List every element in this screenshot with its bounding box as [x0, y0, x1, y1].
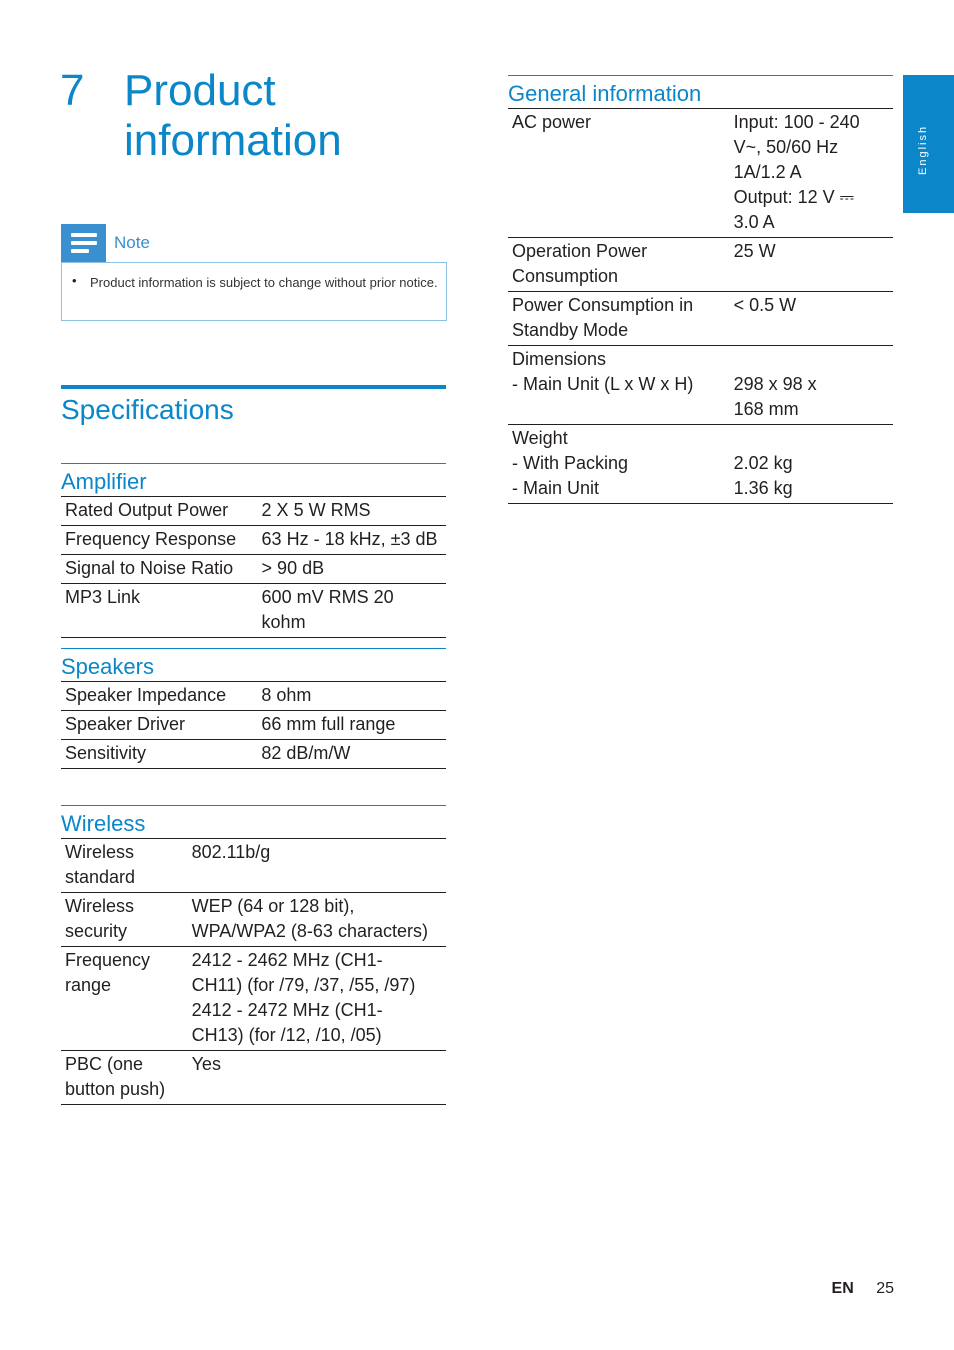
spec-label: Sensitivity	[65, 743, 147, 763]
wireless-section	[61, 805, 446, 1105]
spec-value: 8 ohm	[261, 685, 312, 705]
language-tab-label: English	[917, 124, 929, 175]
spec-label: Signal to Noise Ratio	[65, 558, 234, 578]
table-row	[61, 584, 446, 638]
table-row	[61, 740, 446, 769]
note-box	[61, 224, 447, 320]
footer-language: EN	[831, 1280, 854, 1297]
table-row	[61, 497, 446, 526]
note-body	[61, 262, 447, 321]
note-icon	[61, 224, 106, 262]
spec-value: Yes	[191, 1054, 221, 1074]
spec-value: 298 x 98 x 168 mm	[733, 374, 817, 419]
spec-value: > 90 dB	[261, 558, 325, 578]
speakers-table	[61, 682, 446, 769]
general-information-table	[508, 109, 893, 504]
chapter-number: 7	[60, 66, 85, 115]
spec-label: PBC (one button push)	[65, 1054, 166, 1099]
spec-label: Operation Power Consumption	[512, 241, 648, 286]
spec-label: Rated Output Power	[65, 500, 229, 520]
wireless-title: Wireless	[61, 805, 446, 839]
page-footer	[832, 1280, 894, 1298]
note-bullet: •	[72, 273, 77, 288]
table-row	[508, 425, 893, 504]
language-tab	[903, 75, 954, 213]
spec-value: 802.11b/g	[191, 842, 271, 862]
general-information-section	[508, 75, 893, 504]
note-text: Product information is subject to change without prior notice.	[90, 275, 438, 290]
spec-value: < 0.5 W	[733, 295, 797, 315]
specifications-title: Specifications	[61, 394, 234, 425]
spec-value: 2 X 5 W RMS	[261, 500, 371, 520]
table-row	[61, 947, 446, 1051]
table-row	[61, 555, 446, 584]
spec-label: Frequency range	[65, 950, 151, 995]
spec-label: Wireless standard	[65, 842, 136, 887]
spec-value: 25 W	[733, 241, 776, 261]
spec-label: Dimensions - Main Unit (L x W x H)	[512, 349, 694, 394]
table-row	[61, 682, 446, 711]
table-row	[61, 526, 446, 555]
spec-value: 63 Hz - 18 kHz, ±3 dB	[261, 529, 438, 549]
table-row	[61, 839, 446, 893]
note-label: Note	[114, 233, 150, 252]
spec-label: Wireless security	[65, 896, 135, 941]
spec-value: 82 dB/m/W	[261, 743, 351, 763]
specifications-rule	[61, 385, 446, 389]
speakers-title: Speakers	[61, 648, 446, 682]
spec-label: Speaker Driver	[65, 714, 186, 734]
amplifier-title: Amplifier	[61, 463, 446, 497]
table-row	[508, 109, 893, 238]
spec-label: AC power	[512, 112, 592, 132]
table-row	[61, 711, 446, 740]
table-row	[61, 893, 446, 947]
spec-label: Weight - With Packing - Main Unit	[512, 428, 629, 498]
table-row	[508, 292, 893, 346]
spec-value: 2.02 kg 1.36 kg	[733, 453, 793, 498]
note-header	[61, 224, 447, 262]
general-information-title: General information	[508, 75, 893, 109]
spec-label: Speaker Impedance	[65, 685, 227, 705]
table-row	[508, 238, 893, 292]
chapter-title: Product information	[124, 66, 342, 165]
spec-label: Frequency Response	[65, 529, 237, 549]
amplifier-section	[61, 463, 446, 638]
spec-value: 66 mm full range	[261, 714, 396, 734]
spec-value: 2412 - 2462 MHz (CH1- CH11) (for /79, /37, /55, /97) 2412 - 2472 MHz (CH1- CH13) (for /12, /10, /05)	[191, 950, 416, 1045]
amplifier-table	[61, 497, 446, 638]
table-row	[508, 346, 893, 425]
spec-value: Input: 100 - 240 V~, 50/60 Hz 1A/1.2 A Output: 12 V ⎓ 3.0 A	[733, 112, 860, 232]
table-row	[61, 1051, 446, 1105]
speakers-section	[61, 648, 446, 769]
wireless-table	[61, 839, 446, 1105]
spec-value: 600 mV RMS 20 kohm	[261, 587, 394, 632]
spec-value: WEP (64 or 128 bit), WPA/WPA2 (8-63 characters)	[191, 896, 428, 941]
spec-label: Power Consumption in Standby Mode	[512, 295, 694, 340]
spec-label: MP3 Link	[65, 587, 141, 607]
page-number: 25	[876, 1280, 894, 1297]
